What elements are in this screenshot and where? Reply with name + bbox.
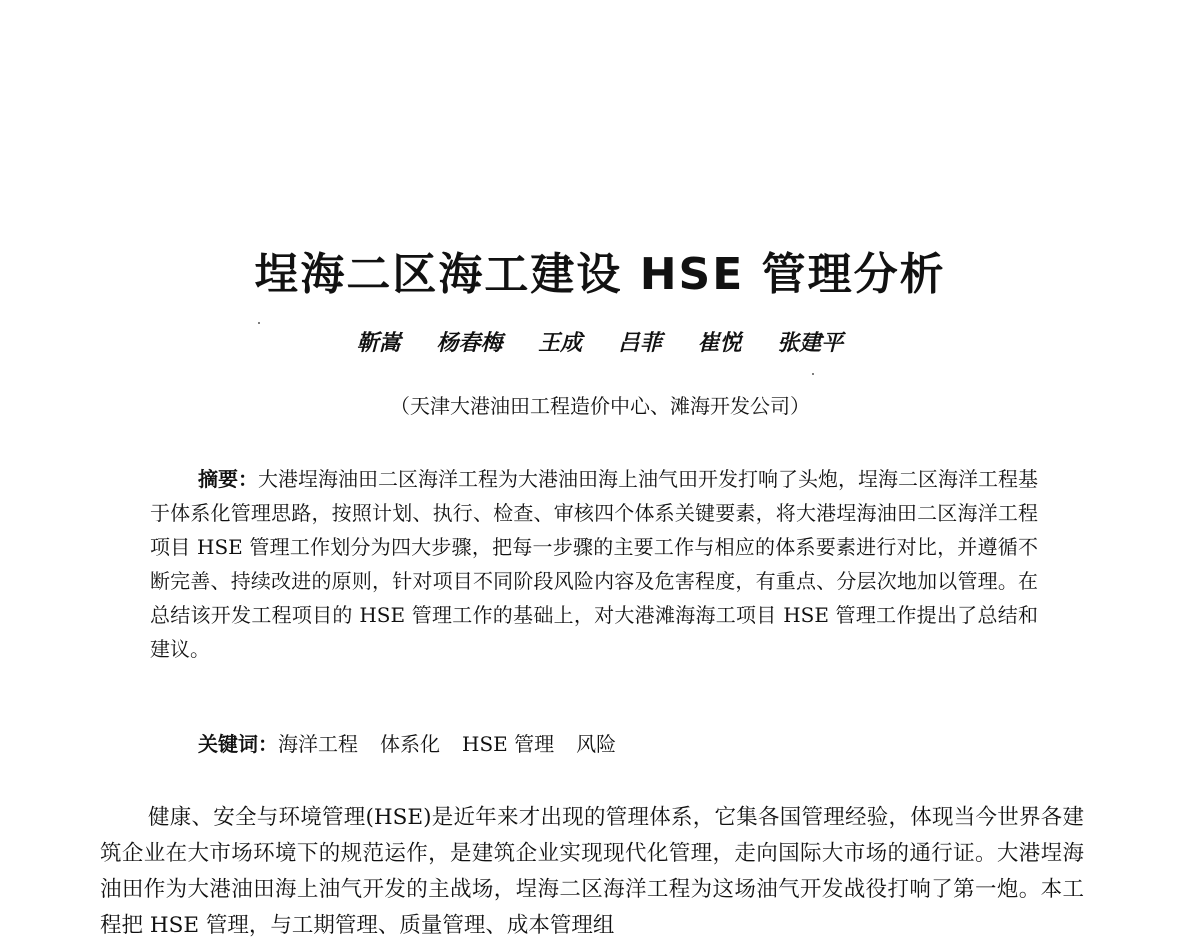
body-paragraph: 健康、安全与环境管理(HSE)是近年来才出现的管理体系，它集各国管理经验，体现当今世界各建筑企业在大市场环境下的规范运作，是建筑企业实现现代化管理，走向国际大市场的通行证。大港埕海油田作为大港油田海上油气开发的主战场，埕海二区海洋工程为这场油气开发战役打响了第一炮。本工程把 HSE 管理，与工期管理、质量管理、成本管理组 [100,805,1084,938]
affiliation: （天津大港油田工程造价中心、滩海开发公司） [390,394,810,418]
author: 崔悦 [697,330,742,356]
author-list [0,326,1200,357]
abstract-text: 大港埕海油田二区海洋工程为大港油田海上油气田开发打响了头炮，埕海二区海洋工程基于体系化管理思路，按照计划、执行、检查、审核四个体系关键要素，将大港埕海油田二区海洋工程项目 HSE 管理工作划分为四大步骤，把每一步骤的主要工作与相应的体系要素进行对比，并遵循不断完善、持续改进的原则，针对项目不同阶段风险内容及危害程度，有重点、分层次地加以管理。在总结该开发工程项目的 HSE 管理工作的基础上，对大港滩海海工项目 HSE 管理工作提出了总结和建议。 [150,467,1038,661]
author: 王成 [538,330,583,356]
keyword: HSE 管理 [462,732,555,756]
keywords-label: 关键词： [198,732,278,756]
scan-speck [258,322,260,324]
abstract-label: 摘要： [198,467,258,491]
keyword: 体系化 [380,732,440,756]
author: 张建平 [777,330,844,356]
keyword: 海洋工程 [278,732,358,756]
paper-title: 埕海二区海工建设 HSE 管理分析 [254,249,946,300]
author: 靳嵩 [356,330,401,356]
abstract [150,462,1038,666]
author: 杨春梅 [436,330,503,356]
keyword: 风险 [576,732,617,756]
keywords [198,728,1038,757]
scan-speck [812,373,814,375]
author: 吕菲 [617,330,662,356]
